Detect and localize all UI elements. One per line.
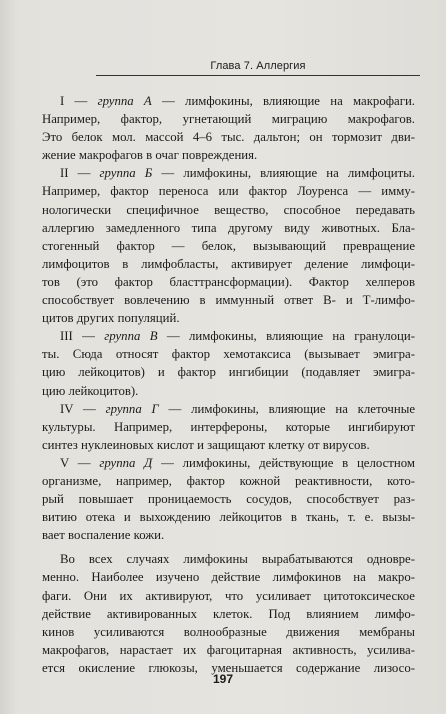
text-line: аллергию замедленного типа другому виду животных. Бла- <box>42 220 415 235</box>
text-line: витию отека и выхождению лейкоцитов в ткань, т. е. вызы- <box>42 510 415 525</box>
text-line: кинов усиливаются волнообразные движения мембраны <box>42 624 415 639</box>
text-line: способствует вовлечению в иммунный ответ В- и Т-лимфо- <box>42 293 415 308</box>
text-line: менно. Наиболее изучено действие лимфокинов на макро- <box>42 570 415 585</box>
text-line: нологически специфичное вещество, способное передавать <box>42 202 415 217</box>
text-line: жение макрофагов в очаг повреждения. <box>42 148 258 163</box>
paragraph-group-b <box>42 164 415 327</box>
text-line: Например, фактор переноса или фактор Лоуренса — имму- <box>42 184 415 199</box>
body-text <box>42 92 415 677</box>
text-line: цию лейкоцитов) и фактор ингибиции (подавляет эмигра- <box>42 365 415 380</box>
page-number: 197 <box>212 672 234 686</box>
running-header: Глава 7. Аллергия <box>96 60 420 76</box>
text-line: ты. Сюда относят фактор хемотаксиса (вызывает эмигра- <box>42 347 415 362</box>
text-line: Например, фактор, угнетающий миграцию макрофагов. <box>42 112 415 127</box>
text-line: вает воспаление кожи. <box>42 528 165 543</box>
text-line: ется окисление глюкозы, уменьшается содержание лизосо- <box>42 660 415 675</box>
text-line: Это белок мол. массой 4–6 тыс. дальтон; он тормозит дви- <box>42 130 415 145</box>
text-line: II — группа Б — лимфокины, влияющие на лимфоциты. <box>60 166 415 181</box>
text-line: цию лейкоцитов). <box>42 383 139 398</box>
text-line: III — группа В — лимфокины, влияющие на гранулоци- <box>60 329 415 344</box>
text-line: культуры. Например, интерфероны, которые ингибируют <box>42 419 415 434</box>
text-line: фаги. Они их активируют, что усиливает цитотоксическое <box>42 588 415 603</box>
text-line: V — группа Д — лимфокины, действующие в целостном <box>60 455 415 470</box>
text-line: синтез нуклеиновых кислот и защищают клетку от вирусов. <box>42 437 370 452</box>
text-line: организме, например, фактор кожной реактивности, кото- <box>42 473 415 488</box>
paragraph-group-v <box>42 327 415 399</box>
text-line: I — группа А — лимфокины, влияющие на макрофаги. <box>60 94 415 108</box>
text-line: цитов других популяций. <box>42 311 180 326</box>
text-line: IV — группа Г — лимфокины, влияющие на клеточные <box>60 401 415 416</box>
text-line: стогенный фактор — белок, вызывающий превращение <box>42 238 415 253</box>
text-line: макрофагов, нарастает их фагоцитарная активность, усилива- <box>42 642 415 657</box>
text-line: тов (это фактор бласттрансформации). Фактор хелперов <box>42 274 415 289</box>
text-line: Во всех случаях лимфокины вырабатываются одновре- <box>60 552 415 567</box>
paragraph-group-d <box>42 454 415 544</box>
text-line: лимфоцитов в лимфобласты, активирует деление лимфоци- <box>42 256 415 271</box>
paragraph-group-g <box>42 400 415 454</box>
paragraph-summary <box>42 550 415 677</box>
paragraph-group-a <box>42 92 415 164</box>
text-line: действие активированных клеток. Под влиянием лимфо- <box>42 606 415 621</box>
text-line: рый повышает проницаемость сосудов, способствует раз- <box>42 492 415 507</box>
